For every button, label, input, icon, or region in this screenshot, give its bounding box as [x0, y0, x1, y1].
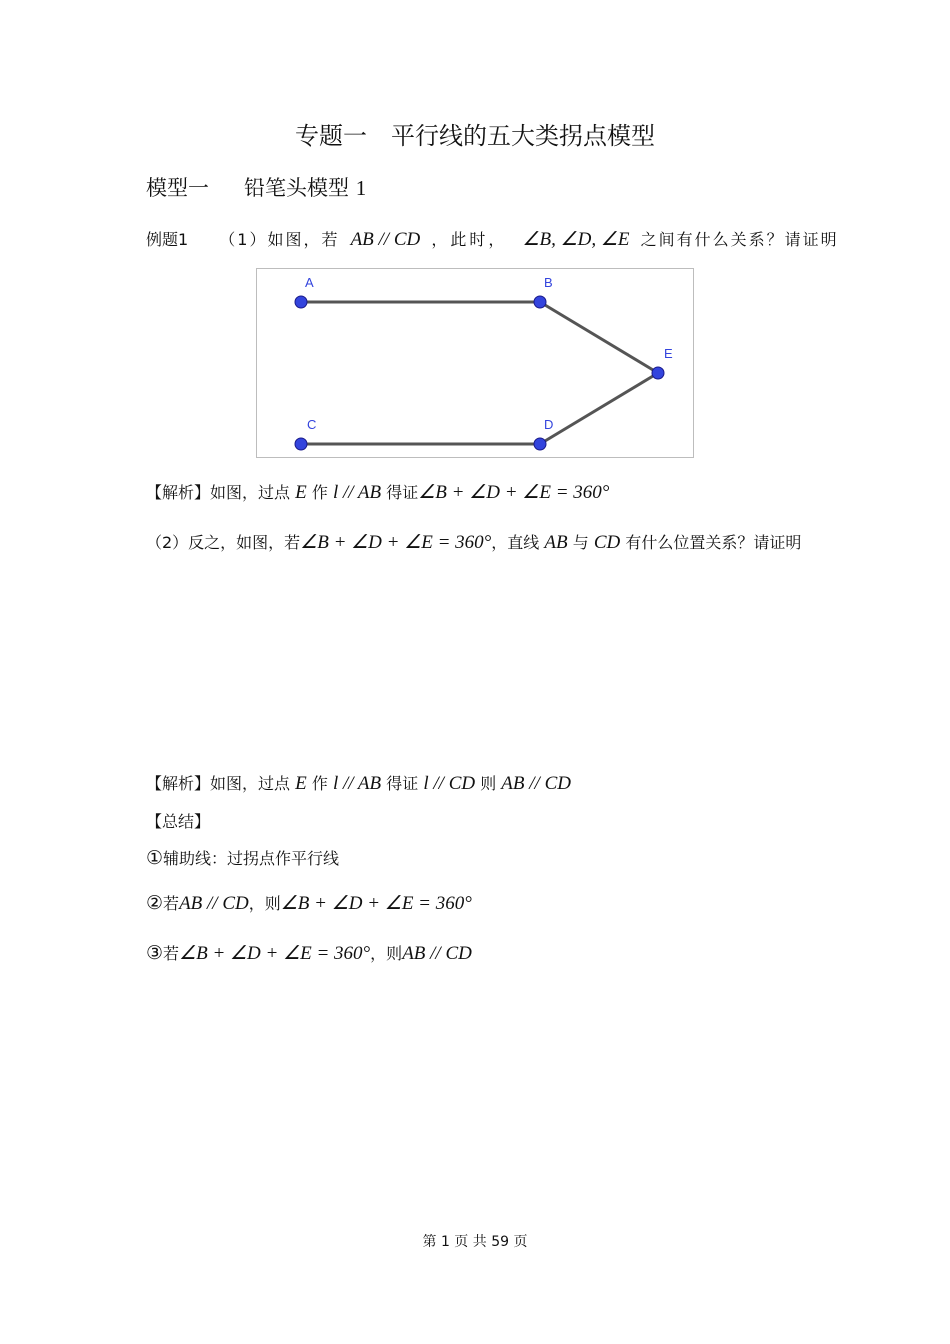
solution-2-text2: 作	[311, 774, 328, 793]
summary-item-2-num: ②	[146, 892, 164, 914]
question-2-suffix: 有什么位置关系？请证明	[625, 533, 802, 552]
question-1-prefix: （1）如图，若	[219, 230, 340, 249]
solution-2-tag: 【解析】	[146, 774, 211, 793]
summary-item-3-num: ③	[146, 942, 164, 964]
solution-2	[146, 771, 571, 795]
summary-item-2-if: 若	[163, 894, 180, 913]
question-1-condition: AB // CD	[350, 229, 421, 250]
label-a: A	[305, 275, 314, 290]
summary-item-1	[146, 846, 339, 869]
solution-1	[146, 480, 609, 504]
question-2-cd: CD	[593, 532, 621, 553]
solution-2-text4: 则	[480, 774, 497, 793]
label-c: C	[307, 417, 317, 432]
example-label: 例题1	[146, 230, 189, 249]
solution-1-text3: 得证	[386, 483, 419, 502]
solution-1-tag: 【解析】	[146, 483, 211, 502]
page-footer: 第 1 页 共 59 页	[422, 1234, 528, 1250]
segment-de	[540, 373, 658, 444]
solution-2-line: l // AB	[332, 773, 382, 794]
summary-tag: 【总结】	[146, 812, 211, 831]
pencil-head-figure	[256, 268, 694, 458]
example-question-1	[146, 227, 839, 251]
solution-2-point: E	[295, 773, 307, 794]
summary-item-3-then: ，则	[370, 944, 403, 963]
solution-2-result: AB // CD	[501, 773, 571, 794]
solution-2-line2: l // CD	[423, 773, 476, 794]
summary-item-2	[146, 891, 472, 915]
question-2-prefix: （2）反之，如图，若	[146, 533, 301, 552]
question-1-mid: ，此时，	[431, 230, 508, 249]
model-number: 1	[355, 176, 367, 200]
segment-be	[540, 302, 658, 373]
label-e: E	[664, 346, 673, 361]
summary-item-1-text: 辅助线：过拐点作平行线	[163, 849, 340, 868]
summary-item-3-condition: ∠B + ∠D + ∠E = 360°	[179, 943, 371, 964]
label-d: D	[544, 417, 554, 432]
question-2-equation: ∠B + ∠D + ∠E = 360°	[300, 532, 492, 553]
page-title: 专题一 平行线的五大类拐点模型	[295, 122, 655, 150]
model-name	[244, 172, 366, 202]
solution-1-line: l // AB	[332, 482, 382, 503]
summary-item-1-num: ①	[146, 847, 164, 869]
summary-item-3-result: AB // CD	[402, 943, 472, 964]
point-d	[534, 438, 546, 450]
question-2-and: 与	[572, 533, 589, 552]
solution-1-point: E	[295, 482, 307, 503]
summary-item-2-condition: AB // CD	[179, 893, 249, 914]
point-e	[652, 367, 664, 379]
summary-item-2-equation: ∠B + ∠D + ∠E = 360°	[280, 893, 472, 914]
solution-1-equation: ∠B + ∠D + ∠E = 360°	[418, 482, 610, 503]
summary-item-3-if: 若	[163, 944, 180, 963]
point-b	[534, 296, 546, 308]
summary-item-3	[146, 941, 472, 965]
point-c	[295, 438, 307, 450]
solution-2-text3: 得证	[386, 774, 419, 793]
model-label: 模型一	[146, 176, 209, 200]
model-name-text: 铅笔头模型	[244, 176, 349, 200]
question-2-mid: ，直线	[491, 533, 540, 552]
geometry-diagram	[257, 269, 695, 459]
summary-item-2-then: ，则	[248, 894, 281, 913]
solution-1-text1: 如图，过点	[210, 483, 291, 502]
question-2	[146, 530, 801, 554]
question-1-suffix: 之间有什么关系？请证明	[640, 230, 839, 249]
solution-2-text1: 如图，过点	[210, 774, 291, 793]
point-a	[295, 296, 307, 308]
question-2-ab: AB	[544, 532, 568, 553]
question-1-angles: ∠B, ∠D, ∠E	[522, 229, 630, 250]
solution-1-text2: 作	[311, 483, 328, 502]
label-b: B	[544, 275, 553, 290]
